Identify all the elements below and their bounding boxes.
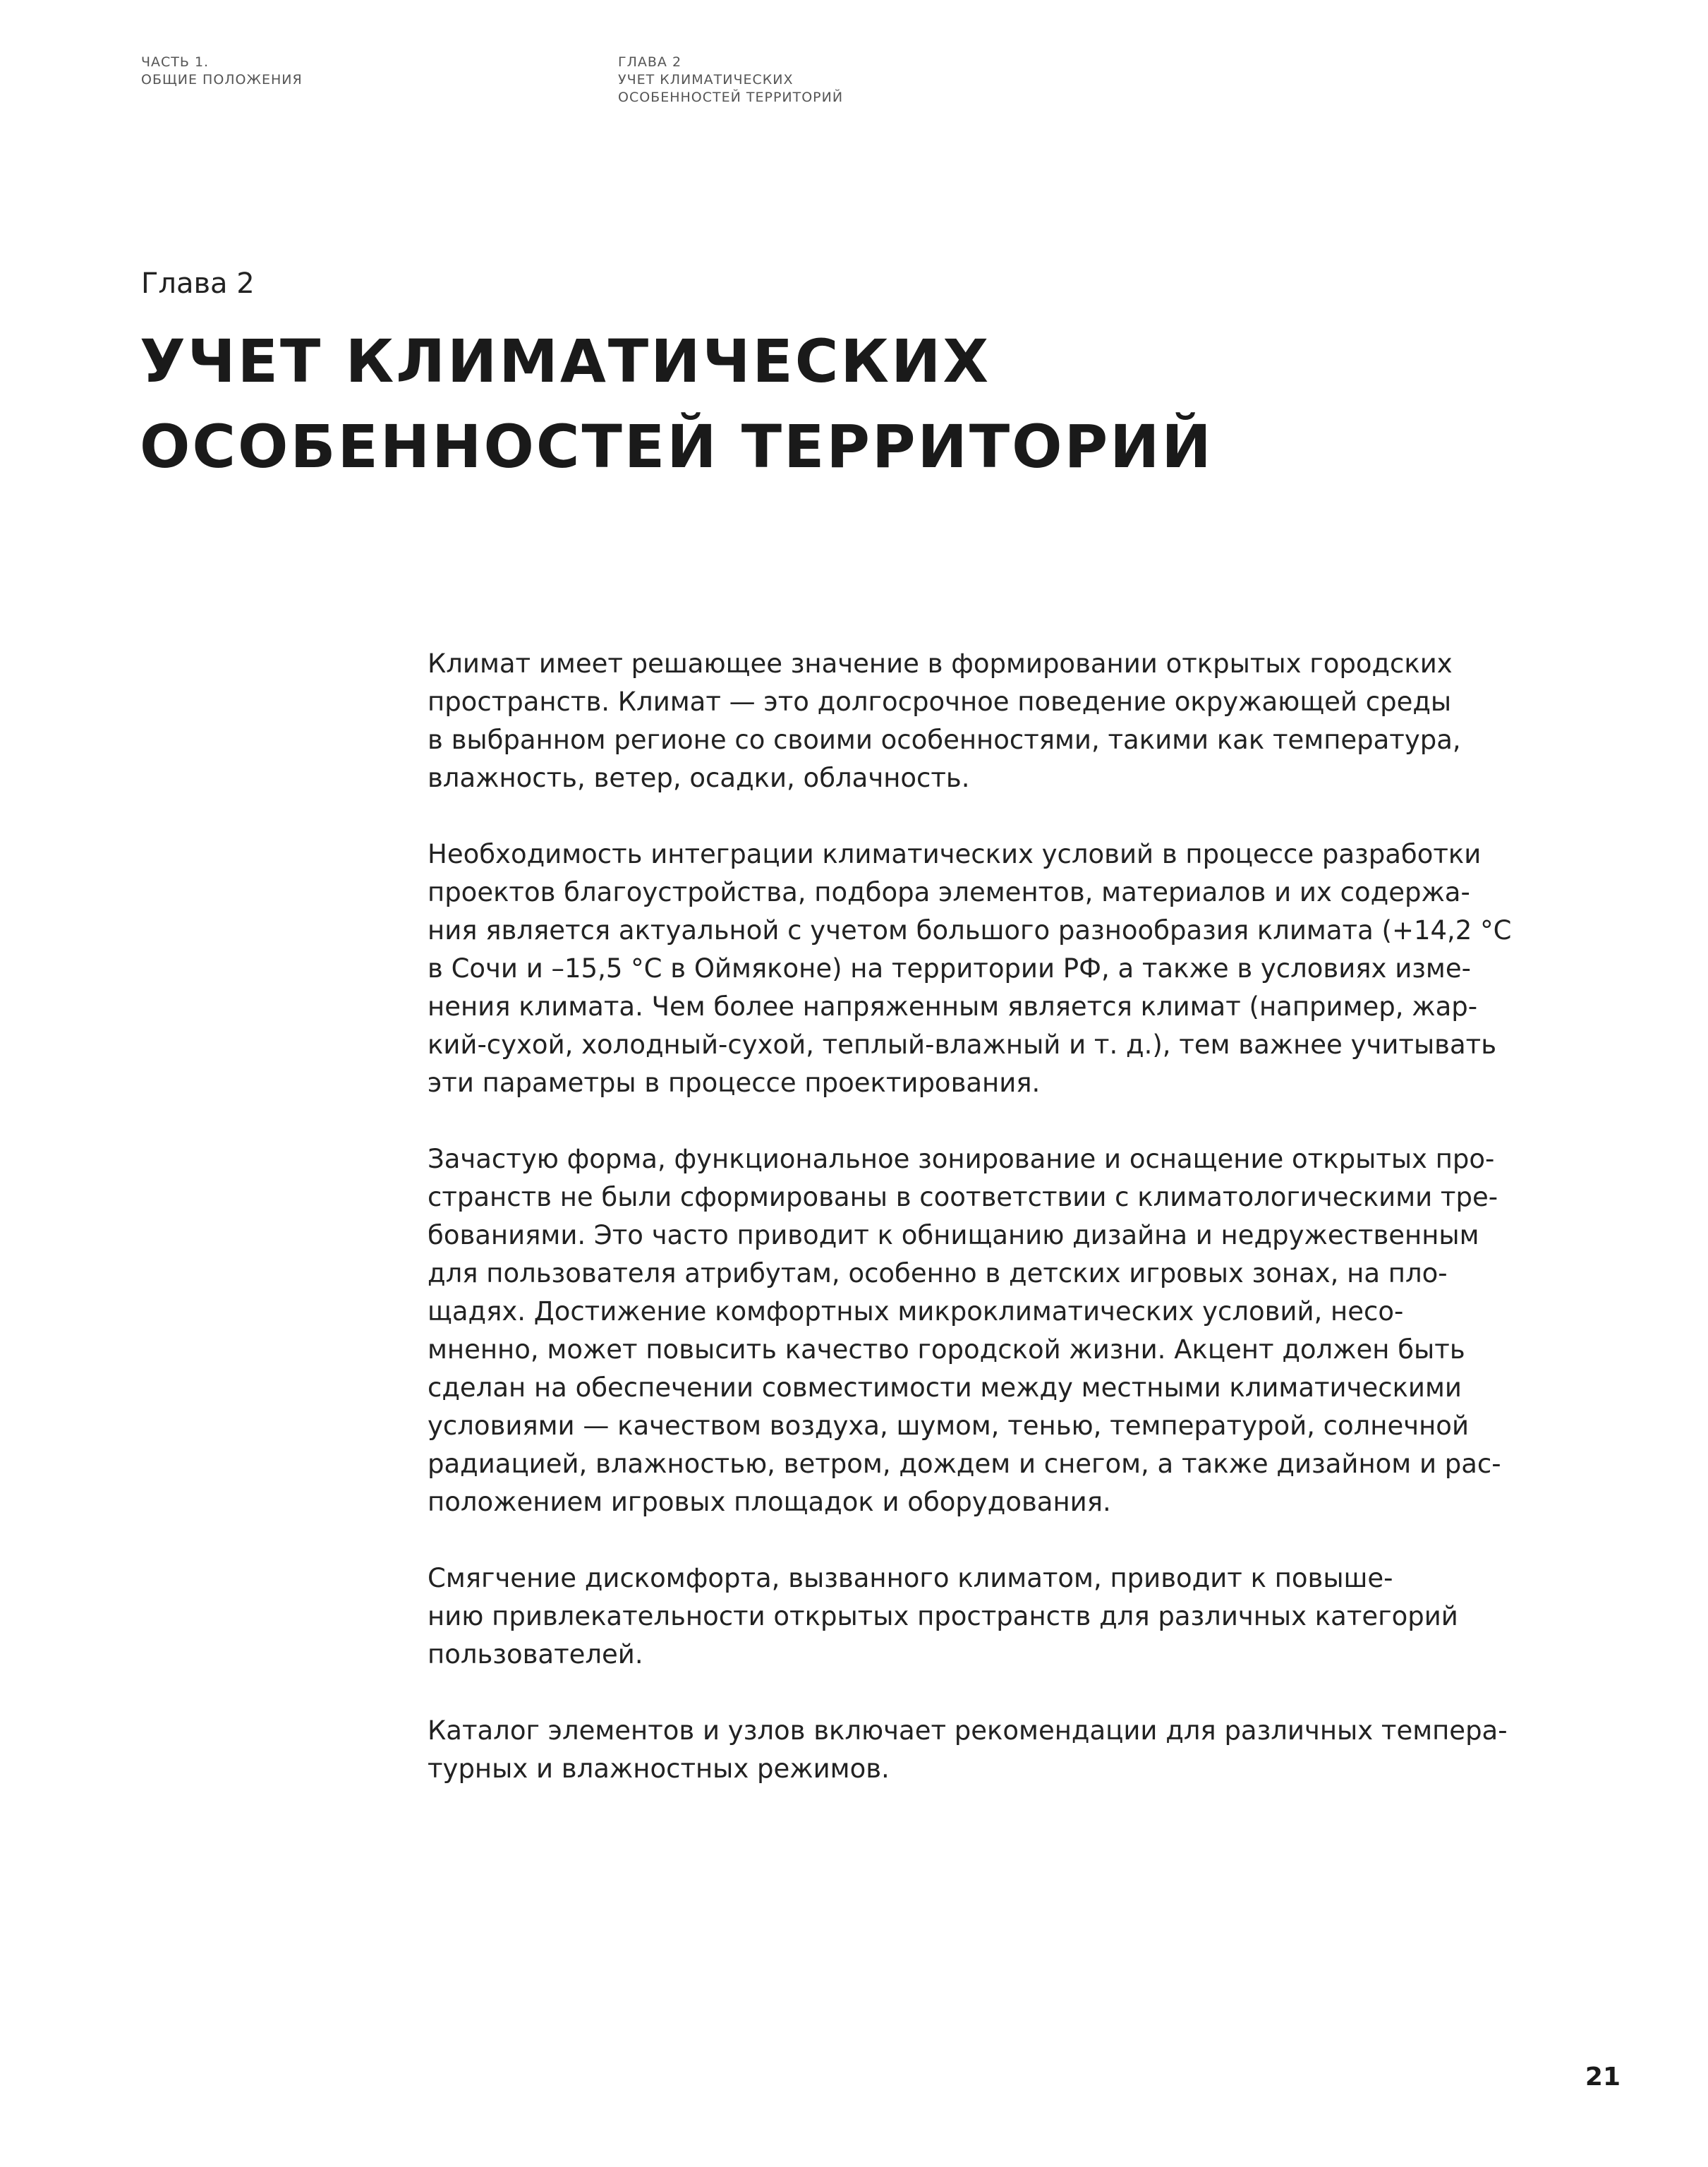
text-line: пользователей.: [428, 1639, 643, 1670]
running-head-part: [141, 54, 303, 89]
text-line: пространств. Климат — это долгосрочное поведение окружающей среды: [428, 687, 1452, 717]
text-line: Смягчение дискомфорта, вызванного климатом, приводит к повыше-: [428, 1563, 1393, 1593]
running-head-chapter: [618, 54, 843, 107]
text-line: в выбранном регионе со своими особенностями, такими как температура,: [428, 725, 1461, 755]
chapter-label: Глава 2: [141, 267, 255, 300]
text-line: кий-сухой, холодный-сухой, теплый-влажный и т. д.), тем важнее учитывать: [428, 1030, 1496, 1060]
paragraph-design-issues: [428, 1140, 1528, 1521]
text-line: бованиями. Это часто приводит к обнищанию дизайна и недружественным: [428, 1220, 1479, 1250]
text-line: положением игровых площадок и оборудования.: [428, 1487, 1111, 1517]
text-line: эти параметры в процессе проектирования.: [428, 1068, 1041, 1098]
paragraph-catalog-note: [428, 1712, 1528, 1788]
text-line: в Сочи и –15,5 °C в Оймяконе) на территории РФ, а также в условиях изме-: [428, 953, 1471, 984]
text-line: для пользователя атрибутам, особенно в детских игровых зонах, на пло-: [428, 1258, 1448, 1288]
text-line: влажность, ветер, осадки, облачность.: [428, 763, 970, 793]
paragraph-climate-integration: [428, 835, 1528, 1102]
running-head-part-title: ОБЩИЕ ПОЛОЖЕНИЯ: [141, 72, 303, 87]
chapter-title-line-1: УЧЕТ КЛИМАТИЧЕСКИХ: [140, 327, 991, 396]
text-line: нию привлекательности открытых пространств для различных категорий: [428, 1601, 1458, 1631]
text-line: сделан на обеспечении совместимости между местными климатическими: [428, 1372, 1462, 1403]
text-line: странств не были сформированы в соответствии с климатологическими тре-: [428, 1182, 1498, 1212]
paragraph-climate-intro: [428, 645, 1528, 797]
text-line: турных и влажностных режимов.: [428, 1753, 890, 1784]
text-line: проектов благоустройства, подбора элементов, материалов и их содержа-: [428, 877, 1470, 907]
chapter-title-line-2: ОСОБЕННОСТЕЙ ТЕРРИТОРИЙ: [140, 412, 1213, 481]
running-head-chapter-number: ГЛАВА 2: [618, 54, 682, 70]
text-line: условиями — качеством воздуха, шумом, тенью, температурой, солнечной: [428, 1411, 1469, 1441]
text-line: нения климата. Чем более напряженным является климат (например, жар-: [428, 991, 1478, 1022]
running-head-chapter-title-line-1: УЧЕТ КЛИМАТИЧЕСКИХ: [618, 72, 794, 87]
text-line: Каталог элементов и узлов включает рекомендации для различных темпера-: [428, 1715, 1508, 1746]
text-line: Зачастую форма, функциональное зонирование и оснащение открытых про-: [428, 1144, 1495, 1174]
page-number: 21: [1585, 2063, 1621, 2091]
text-line: радиацией, влажностью, ветром, дождем и снегом, а также дизайном и рас-: [428, 1449, 1501, 1479]
text-line: мненно, может повысить качество городской жизни. Акцент должен быть: [428, 1334, 1465, 1365]
running-head-part-number: ЧАСТЬ 1.: [141, 54, 210, 70]
body-text: [428, 645, 1528, 1826]
text-line: Необходимость интеграции климатических условий в процессе разработки: [428, 839, 1482, 869]
running-head-chapter-title-line-2: ОСОБЕННОСТЕЙ ТЕРРИТОРИЙ: [618, 90, 844, 105]
chapter-title: [140, 319, 1213, 490]
text-line: щадях. Достижение комфортных микроклиматических условий, несо-: [428, 1296, 1404, 1327]
paragraph-discomfort-mitigation: [428, 1559, 1528, 1674]
text-line: ния является актуальной с учетом большого разнообразия климата (+14,2 °C: [428, 915, 1512, 946]
text-line: Климат имеет решающее значение в формировании открытых городских: [428, 648, 1453, 679]
